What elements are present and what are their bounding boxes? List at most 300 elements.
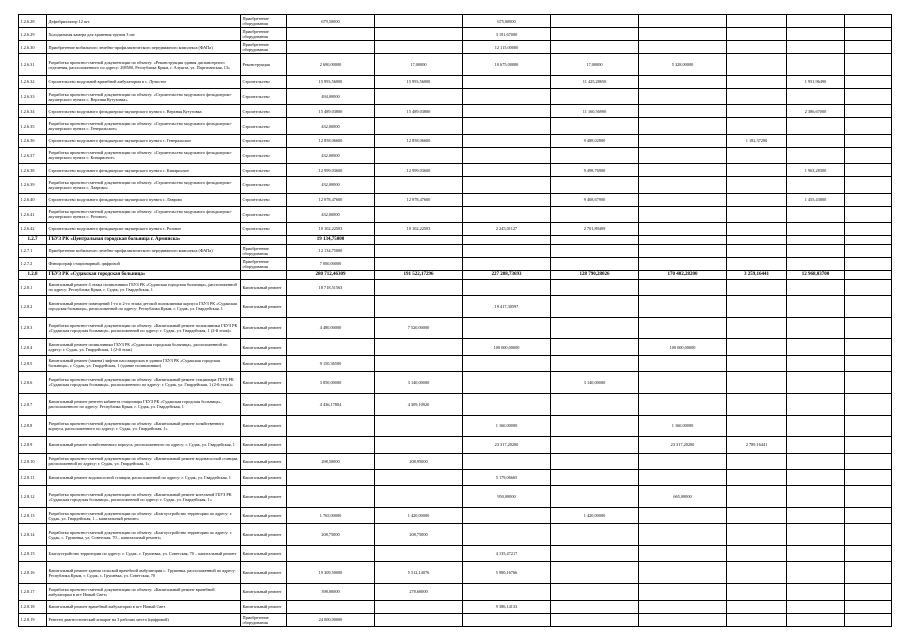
table-row <box>19 118 892 134</box>
amount-cell: 15 489,03800 <box>375 105 463 118</box>
amount-cell: 208,75000 <box>287 524 375 546</box>
amount-cell <box>787 177 845 193</box>
amount-cell <box>845 546 892 562</box>
row-name: Строительство модульного фельдшерско-акушерского пункта с. Кипарисное <box>47 164 241 177</box>
row-category: Капитальный ремонт <box>241 393 287 415</box>
amount-cell <box>551 437 639 453</box>
amount-cell <box>727 355 787 371</box>
amount-cell: 12 999,03600 <box>287 164 375 177</box>
amount-cell: 2 701,89409 <box>551 222 639 235</box>
row-code: 1.2.6.40 <box>19 193 47 206</box>
table-body <box>19 15 892 627</box>
amount-cell <box>639 147 727 163</box>
row-code: 1.2.8.13 <box>19 508 47 524</box>
amount-cell: 15 993,56000 <box>287 75 375 88</box>
row-name: Флюорограф стационарный, цифровой <box>47 257 241 270</box>
amount-cell <box>639 562 727 584</box>
amount-cell: 665,00000 <box>639 486 727 508</box>
amount-cell <box>287 600 375 613</box>
amount-cell <box>727 295 787 317</box>
amount-cell <box>287 295 375 317</box>
table-row <box>19 508 892 524</box>
amount-cell <box>727 453 787 469</box>
row-name: ГБУЗ РК «Центральная городская больница г. Армянска» <box>47 235 241 244</box>
amount-cell: 15 993,56000 <box>375 75 463 88</box>
row-category: Приобретение оборудования <box>241 41 287 54</box>
amount-cell: 9 488,02800 <box>551 134 639 147</box>
amount-cell <box>639 75 727 88</box>
amount-cell: 170 402,28200 <box>639 270 727 279</box>
row-code: 1.2.6.28 <box>19 15 47 28</box>
amount-cell <box>787 235 845 244</box>
row-category: Капитальный ремонт <box>241 469 287 485</box>
row-category: Капитальный ремонт <box>241 295 287 317</box>
amount-cell: 100 000,00000 <box>463 339 551 355</box>
amount-cell <box>845 235 892 244</box>
amount-cell <box>551 235 639 244</box>
amount-cell <box>463 134 551 147</box>
amount-cell: 15 489,03800 <box>287 105 375 118</box>
amount-cell <box>787 355 845 371</box>
amount-cell <box>845 89 892 105</box>
amount-cell <box>639 15 727 28</box>
amount-cell <box>551 546 639 562</box>
amount-cell <box>551 453 639 469</box>
amount-cell <box>727 206 787 222</box>
table-row <box>19 600 892 613</box>
row-code: 1.2.8.11 <box>19 469 47 485</box>
amount-cell: 5 512,14076 <box>375 562 463 584</box>
row-code: 1.2.6.38 <box>19 164 47 177</box>
table-row <box>19 15 892 28</box>
table-row <box>19 193 892 206</box>
row-category: Капитальный ремонт <box>241 584 287 600</box>
amount-cell <box>727 244 787 257</box>
row-code: 1.2.7 <box>19 235 47 244</box>
amount-cell <box>639 393 727 415</box>
amount-cell <box>845 177 892 193</box>
amount-cell: 19 309,50000 <box>287 562 375 584</box>
amount-cell <box>787 600 845 613</box>
amount-cell: 432,00000 <box>287 177 375 193</box>
row-category: Капитальный ремонт <box>241 372 287 394</box>
amount-cell <box>551 28 639 41</box>
row-code: 1.2.8.2 <box>19 295 47 317</box>
amount-cell <box>639 235 727 244</box>
amount-cell: 19 417,30597 <box>463 295 551 317</box>
amount-cell <box>727 600 787 613</box>
row-name: Разработка проектно-сметной документации по объекту: «Строительство модульного фельдшерско-акушерского пункта с. Верхняя Кутузовка» <box>47 89 241 105</box>
amount-cell <box>463 105 551 118</box>
row-category: Капитальный ремонт <box>241 317 287 339</box>
amount-cell <box>375 118 463 134</box>
amount-cell <box>551 562 639 584</box>
amount-cell <box>551 206 639 222</box>
amount-cell <box>787 15 845 28</box>
row-category: Приобретение оборудования <box>241 244 287 257</box>
row-name: Разработка проектно-сметной документации по объекту: «Строительство модульного фельдшерско-акушерского пункта с. Генеральское» <box>47 118 241 134</box>
amount-cell <box>639 193 727 206</box>
table-row <box>19 415 892 437</box>
amount-cell <box>463 584 551 600</box>
amount-cell <box>287 28 375 41</box>
amount-cell <box>375 89 463 105</box>
table-row <box>19 339 892 355</box>
amount-cell <box>639 317 727 339</box>
row-name: Капитальный ремонт хозяйственного корпуса, расположенного по адресу: г. Судак, ул. Гвардейская, 1 <box>47 437 241 453</box>
row-category: Капитальный ремонт <box>241 508 287 524</box>
row-category: Капитальный ремонт <box>241 355 287 371</box>
table-row <box>19 317 892 339</box>
amount-cell: 2 386,67000 <box>787 105 845 118</box>
amount-cell <box>727 339 787 355</box>
amount-cell <box>845 437 892 453</box>
amount-cell: 12 134,75000 <box>287 244 375 257</box>
amount-cell <box>639 508 727 524</box>
amount-cell: 9 386,14133 <box>463 600 551 613</box>
amount-cell <box>287 41 375 54</box>
row-code: 1.2.8.9 <box>19 437 47 453</box>
row-code: 1.2.6.39 <box>19 177 47 193</box>
amount-cell: 227 288,73693 <box>463 270 551 279</box>
amount-cell <box>639 222 727 235</box>
amount-cell: 12 115,00000 <box>463 41 551 54</box>
row-name: Разработка проектно-сметной документации по объекту: «Капитальный ремонт поликлиники ГБУЗ РК «Судакская городская больница», расположенной по адресу: г. Судак, ул. Гвардейская, 1 (2-й этаж)» <box>47 317 241 339</box>
table-row <box>19 393 892 415</box>
amount-cell <box>787 469 845 485</box>
table-row <box>19 206 892 222</box>
amount-cell: 1 420,00000 <box>375 508 463 524</box>
table-row <box>19 257 892 270</box>
amount-cell <box>639 546 727 562</box>
amount-cell: 2 690,00000 <box>287 54 375 76</box>
amount-cell <box>845 295 892 317</box>
amount-cell <box>375 206 463 222</box>
amount-cell: 1 182,37280 <box>727 134 787 147</box>
amount-cell <box>463 177 551 193</box>
amount-cell <box>727 257 787 270</box>
amount-cell: 3 140,00000 <box>551 372 639 394</box>
row-code: 1.2.6.31 <box>19 54 47 76</box>
amount-cell <box>727 54 787 76</box>
amount-cell: 12 978,47600 <box>287 193 375 206</box>
table-row <box>19 486 892 508</box>
amount-cell <box>551 355 639 371</box>
amount-cell <box>375 486 463 508</box>
table-row <box>19 279 892 295</box>
row-code: 1.2.8 <box>19 270 47 279</box>
amount-cell <box>551 257 639 270</box>
amount-cell <box>375 600 463 613</box>
row-category: Строительство <box>241 147 287 163</box>
amount-cell <box>551 524 639 546</box>
amount-cell <box>727 118 787 134</box>
amount-cell <box>845 164 892 177</box>
amount-cell <box>551 393 639 415</box>
amount-cell: 3 140,00000 <box>375 372 463 394</box>
amount-cell <box>375 355 463 371</box>
amount-cell: 398,00000 <box>287 584 375 600</box>
row-category: Строительство <box>241 105 287 118</box>
amount-cell: 208,95000 <box>375 453 463 469</box>
amount-cell <box>639 105 727 118</box>
amount-cell <box>845 453 892 469</box>
row-code: 1.2.6.35 <box>19 118 47 134</box>
amount-cell <box>845 584 892 600</box>
amount-cell <box>463 257 551 270</box>
amount-cell <box>375 613 463 626</box>
amount-cell: 12 978,47600 <box>375 193 463 206</box>
amount-cell <box>787 118 845 134</box>
amount-cell <box>787 393 845 415</box>
row-code: 1.2.8.18 <box>19 600 47 613</box>
row-name: Разработка проектно-сметной документации по объекту: «Капитальный ремонт врачебной амбулатории в пгт Новый Свет» <box>47 584 241 600</box>
amount-cell: 24 000,00000 <box>287 613 375 626</box>
amount-cell <box>463 279 551 295</box>
amount-cell: 280 712,46309 <box>287 270 375 279</box>
row-category: Строительство <box>241 75 287 88</box>
row-code: 1.2.7.2 <box>19 257 47 270</box>
amount-cell <box>639 118 727 134</box>
table-row <box>19 177 892 193</box>
amount-cell <box>639 355 727 371</box>
amount-cell: 1 951,96490 <box>787 75 845 88</box>
amount-cell: 1 160,00000 <box>639 415 727 437</box>
amount-cell: 9 468,67900 <box>551 193 639 206</box>
row-code: 1.2.8.6 <box>19 372 47 394</box>
amount-cell <box>287 437 375 453</box>
row-code: 1.2.6.37 <box>19 147 47 163</box>
amount-cell <box>787 317 845 339</box>
amount-cell: 432,00000 <box>287 147 375 163</box>
row-name: Приобретение мобильного лечебно-профилактического передвижного комплекса (ФАПа) <box>47 41 241 54</box>
amount-cell: 100 000,00000 <box>639 339 727 355</box>
row-category: Капитальный ремонт <box>241 486 287 508</box>
amount-cell <box>639 453 727 469</box>
amount-cell: 3 259,16441 <box>727 270 787 279</box>
table-row <box>19 147 892 163</box>
section-row <box>19 235 892 244</box>
amount-cell <box>639 41 727 54</box>
table-row <box>19 562 892 584</box>
row-code: 1.2.8.5 <box>19 355 47 371</box>
row-category: Капитальный ремонт <box>241 437 287 453</box>
amount-cell <box>287 486 375 508</box>
row-category: Капитальный ремонт <box>241 415 287 437</box>
table-row <box>19 134 892 147</box>
amount-cell <box>727 562 787 584</box>
amount-cell <box>845 562 892 584</box>
amount-cell: 2 245,01127 <box>463 222 551 235</box>
amount-cell <box>727 147 787 163</box>
amount-cell <box>787 244 845 257</box>
amount-cell <box>375 437 463 453</box>
table-row <box>19 222 892 235</box>
row-category: Строительство <box>241 164 287 177</box>
amount-cell <box>639 244 727 257</box>
amount-cell <box>551 600 639 613</box>
row-code: 1.2.8.14 <box>19 524 47 546</box>
row-name: Капитальный ремонт 4 этажа поликлиники ГБУЗ РК «Судакская городская больница», расположенной по адресу: Республика Крым, г. Судак, ул. Гвардейская, 1 <box>47 279 241 295</box>
amount-cell <box>727 415 787 437</box>
amount-cell <box>375 339 463 355</box>
amount-cell <box>787 222 845 235</box>
row-name: Капитальный ремонт поликлиники ГБУЗ РК «Судакская городская больница», расположенной по адресу: г. Судак, ул. Гвардейская, 1 (2-й этаж) <box>47 339 241 355</box>
amount-cell: 17,00000 <box>375 54 463 76</box>
row-code: 1.2.8.7 <box>19 393 47 415</box>
row-name: Капитальный ремонт водонасосной станции, расположенной по адресу: г. Судак, ул. Гвардейская, 1 <box>47 469 241 485</box>
amount-cell: 675,00000 <box>463 15 551 28</box>
amount-cell <box>787 54 845 76</box>
amount-cell <box>551 317 639 339</box>
amount-cell <box>551 584 639 600</box>
amount-cell <box>639 372 727 394</box>
row-code: 1.2.8.8 <box>19 415 47 437</box>
amount-cell <box>551 147 639 163</box>
amount-cell <box>845 206 892 222</box>
table-row <box>19 437 892 453</box>
amount-cell <box>551 41 639 54</box>
amount-cell <box>845 244 892 257</box>
amount-cell <box>727 193 787 206</box>
amount-cell <box>845 28 892 41</box>
amount-cell <box>375 279 463 295</box>
amount-cell <box>375 295 463 317</box>
row-name: Разработка проектно-сметной документации по объекту: «Благоустройство территории по адресу: г. Судак, с. Грушевка, ул. Советская, 70 – капитальный ремонт» <box>47 524 241 546</box>
amount-cell <box>639 279 727 295</box>
amount-cell <box>375 415 463 437</box>
amount-cell <box>551 469 639 485</box>
amount-cell <box>727 75 787 88</box>
row-code: 1.2.8.3 <box>19 317 47 339</box>
amount-cell: 208,75000 <box>375 524 463 546</box>
amount-cell <box>639 600 727 613</box>
table-row <box>19 75 892 88</box>
amount-cell <box>463 453 551 469</box>
row-category: Реконструкция <box>241 54 287 76</box>
amount-cell: 10 102,22503 <box>375 222 463 235</box>
amount-cell: 2 789,16441 <box>727 437 787 453</box>
row-category: Капитальный ремонт <box>241 562 287 584</box>
amount-cell <box>287 469 375 485</box>
amount-cell: 12 999,03600 <box>375 164 463 177</box>
amount-cell: 4 135,47217 <box>463 546 551 562</box>
amount-cell <box>375 28 463 41</box>
row-name: Разработка проектно-сметной документации по объекту: «Строительство модульного фельдшерско-акушерского пункта с. Лаврово» <box>47 177 241 193</box>
row-name: Разработка проектно-сметной документации по объекту: «Капитальный ремонт водонасосной станции, расположенной по адресу: г. Судак, ул. Гвардейская, 1» <box>47 453 241 469</box>
amount-cell <box>727 546 787 562</box>
amount-cell <box>287 546 375 562</box>
amount-cell <box>845 279 892 295</box>
row-name: Разработка проектно-сметной документации по объекту: «Строительство модульного фельдшерско-акушерского пункта с. Кипарисное» <box>47 147 241 163</box>
amount-cell <box>845 393 892 415</box>
amount-cell <box>727 41 787 54</box>
amount-cell <box>787 508 845 524</box>
amount-cell <box>551 279 639 295</box>
row-code: 1.2.6.34 <box>19 105 47 118</box>
row-code: 1.2.6.42 <box>19 222 47 235</box>
amount-cell <box>727 235 787 244</box>
row-name: Капитальный ремонт здания сельской врачебной амбулатории с. Грушевка, расположенной по адресу: Республика Крым, г. Судак, с. Грушевка, ул. Советская, 70 <box>47 562 241 584</box>
table-row <box>19 469 892 485</box>
amount-cell <box>845 317 892 339</box>
amount-cell <box>787 486 845 508</box>
amount-cell: 1 455,43800 <box>787 193 845 206</box>
row-name: Разработка проектно-сметной документации по объекту: «Благоустройство территории по адресу: г. Судак, ул. Гвардейская, 1 – капитальный ремонт» <box>47 508 241 524</box>
amount-cell <box>551 244 639 257</box>
row-name: Капитальный ремонт рентген кабинета стационара ГБУЗ РК «Судакская городская больница», расположенного по адресу: Республика Крым, г. Судак, ул. Гвардейская, 1 <box>47 393 241 415</box>
amount-cell: 3 850,00000 <box>287 372 375 394</box>
row-code: 1.2.8.19 <box>19 613 47 626</box>
amount-cell <box>727 105 787 118</box>
amount-cell: 12 858,06600 <box>287 134 375 147</box>
amount-cell <box>787 524 845 546</box>
amount-cell <box>463 118 551 134</box>
row-code: 1.2.8.17 <box>19 584 47 600</box>
row-name: Холодильная камера для хранения трупов 3 шт. <box>47 28 241 41</box>
row-name: Разработка проектно-сметной документации по объекту: «Реконструкция здания диспансерного отделения, расположенного по адресу: 298500, Республика Крым, г. Алушта, ул. Партизанская, 13» <box>47 54 241 76</box>
table-row <box>19 295 892 317</box>
amount-cell <box>787 453 845 469</box>
amount-cell <box>551 613 639 626</box>
amount-cell <box>375 147 463 163</box>
row-name: Разработка проектно-сметной документации по объекту: «Капитальный ремонт хозяйственного корпуса, расположенного по адресу: г. Судак, ул. Гвардейская, 1» <box>47 415 241 437</box>
row-category: Капитальный ремонт <box>241 600 287 613</box>
amount-cell <box>787 147 845 163</box>
amount-cell <box>727 164 787 177</box>
row-code: 1.2.6.29 <box>19 28 47 41</box>
amount-cell <box>845 469 892 485</box>
row-code: 1.2.7.1 <box>19 244 47 257</box>
amount-cell <box>463 393 551 415</box>
amount-cell <box>787 437 845 453</box>
amount-cell <box>845 270 892 279</box>
amount-cell <box>463 355 551 371</box>
amount-cell <box>551 295 639 317</box>
row-code: 1.2.8.1 <box>19 279 47 295</box>
amount-cell <box>463 508 551 524</box>
amount-cell: 278,60000 <box>375 584 463 600</box>
amount-cell <box>639 584 727 600</box>
amount-cell <box>727 393 787 415</box>
amount-cell <box>639 524 727 546</box>
table-row <box>19 105 892 118</box>
amount-cell <box>845 339 892 355</box>
amount-cell <box>845 355 892 371</box>
amount-cell <box>375 41 463 54</box>
row-code: 1.2.6.30 <box>19 41 47 54</box>
amount-cell <box>845 147 892 163</box>
amount-cell <box>551 118 639 134</box>
amount-cell <box>727 222 787 235</box>
amount-cell <box>787 41 845 54</box>
row-code: 1.2.8.16 <box>19 562 47 584</box>
amount-cell <box>639 206 727 222</box>
amount-cell <box>727 317 787 339</box>
amount-cell <box>639 28 727 41</box>
amount-cell <box>463 317 551 339</box>
row-name: Строительство модульного фельдшерско-акушерского пункта с. Верхняя Кутузовка <box>47 105 241 118</box>
amount-cell <box>639 469 727 485</box>
amount-cell <box>375 469 463 485</box>
amount-cell <box>727 177 787 193</box>
row-category: Строительство <box>241 118 287 134</box>
row-name: Разработка проектно-сметной документации по объекту: «Капитальный ремонт стационара ГБУЗ РК «Судакская городская больница», расположенного по адресу: г. Судак, ул. Гвардейская, 1 (2-й этаж)» <box>47 372 241 394</box>
amount-cell <box>639 134 727 147</box>
amount-cell <box>845 524 892 546</box>
table-row <box>19 584 892 600</box>
amount-cell <box>463 244 551 257</box>
